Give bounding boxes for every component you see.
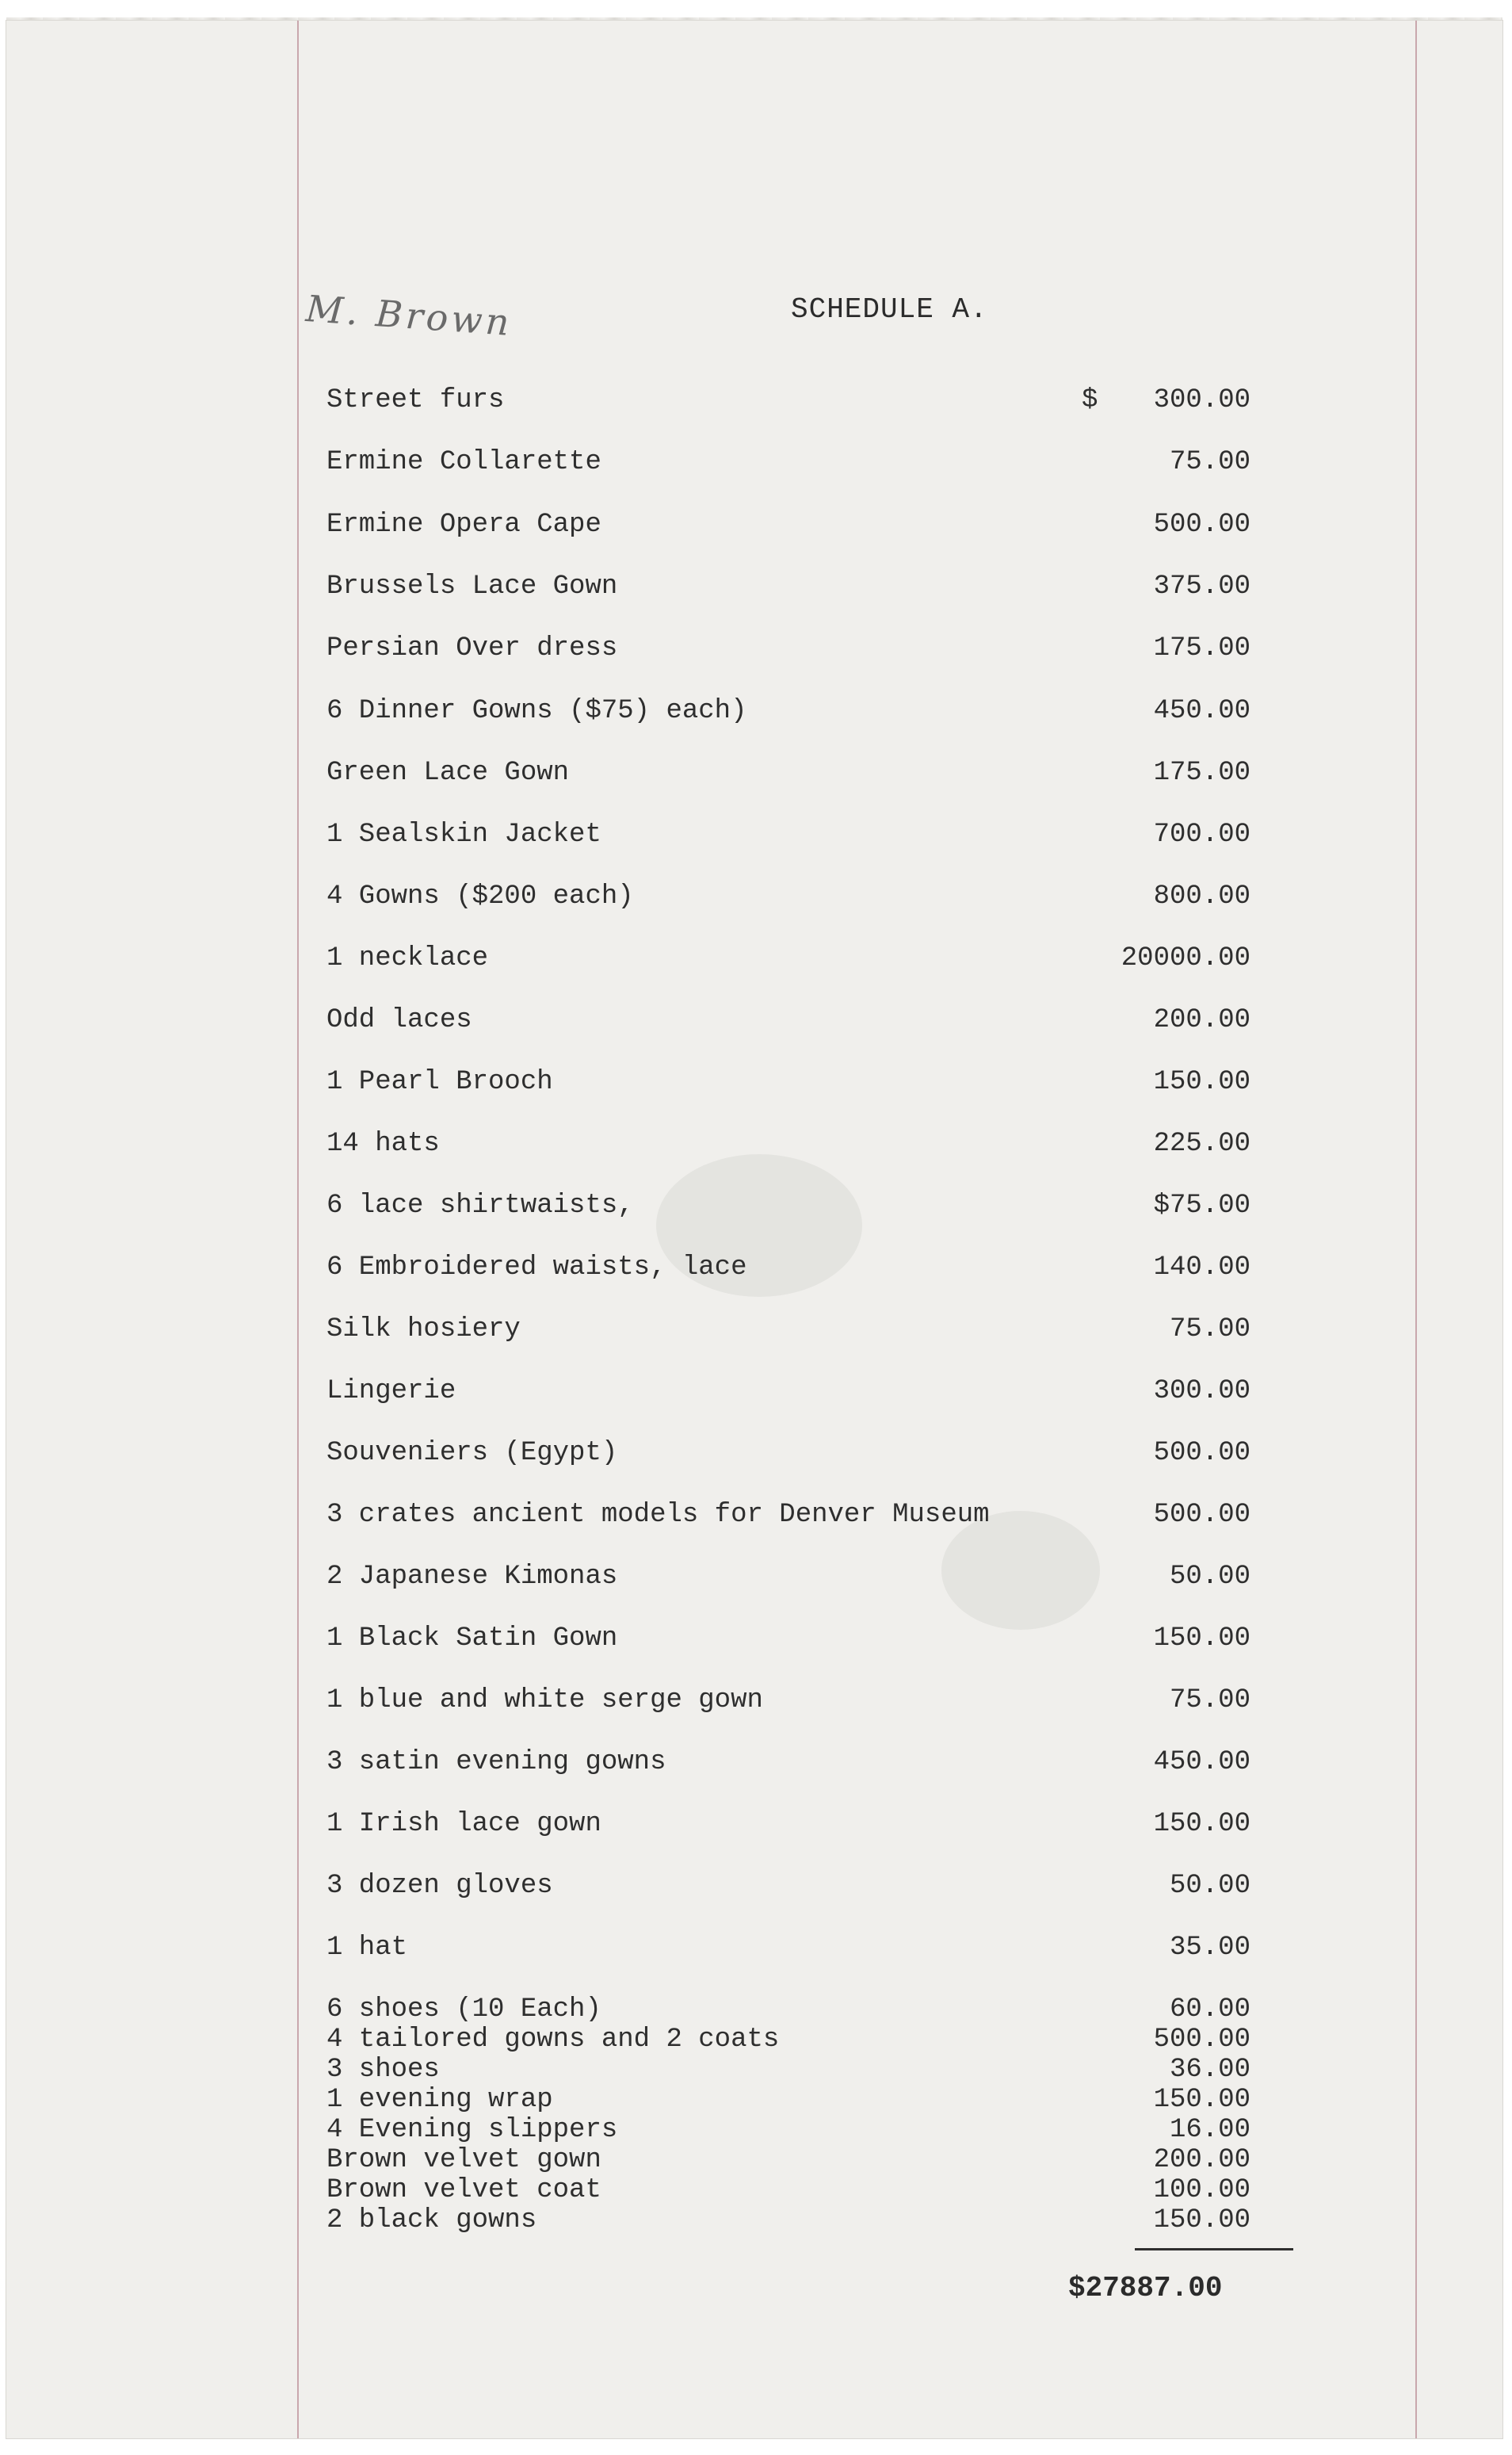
- compact-item-description: 2 black gowns: [326, 2205, 537, 2235]
- item-amount: 75.00: [1169, 447, 1250, 477]
- item-description: 1 Sealskin Jacket: [326, 820, 601, 850]
- grand-total: $27887.00: [1068, 2272, 1223, 2304]
- handwritten-name: M. Brown: [304, 287, 514, 345]
- item-description: 6 Embroidered waists, lace: [326, 1252, 747, 1283]
- item-description: 1 hat: [326, 1933, 408, 1963]
- item-description: 1 Black Satin Gown: [326, 1623, 618, 1654]
- item-amount: 75.00: [1169, 1314, 1250, 1344]
- item-amount: 175.00: [1153, 758, 1250, 788]
- item-amount: 50.00: [1169, 1871, 1250, 1901]
- item-amount: 500.00: [1153, 1438, 1250, 1468]
- item-amount: 500.00: [1153, 510, 1250, 540]
- item-description: 1 Irish lace gown: [326, 1809, 601, 1839]
- compact-item-description: Brown velvet gown: [326, 2145, 601, 2175]
- item-amount: 300.00: [1153, 1376, 1250, 1406]
- item-amount: 800.00: [1153, 881, 1250, 912]
- compact-item-amount: 60.00: [1169, 1994, 1250, 2025]
- compact-item-amount: 36.00: [1169, 2055, 1250, 2085]
- item-amount: 700.00: [1153, 820, 1250, 850]
- item-amount: 175.00: [1153, 633, 1250, 663]
- document-title: SCHEDULE A.: [791, 293, 988, 326]
- item-description: Street furs: [326, 385, 505, 415]
- item-description: Ermine Collarette: [326, 447, 601, 477]
- item-amount: 140.00: [1153, 1252, 1250, 1283]
- item-amount: 50.00: [1169, 1562, 1250, 1592]
- item-description: 3 satin evening gowns: [326, 1747, 666, 1777]
- item-amount: 20000.00: [1121, 943, 1250, 973]
- item-description: 3 dozen gloves: [326, 1871, 553, 1901]
- item-amount: 450.00: [1153, 696, 1250, 726]
- compact-item-description: 4 tailored gowns and 2 coats: [326, 2025, 780, 2055]
- compact-item-description: 3 shoes: [326, 2055, 440, 2085]
- item-description: Odd laces: [326, 1005, 472, 1035]
- paper-sheet: [6, 21, 1502, 2438]
- compact-item-amount: 16.00: [1169, 2115, 1250, 2145]
- compact-item-amount: 200.00: [1153, 2145, 1250, 2175]
- item-description: Lingerie: [326, 1376, 456, 1406]
- item-description: 1 blue and white serge gown: [326, 1685, 763, 1715]
- item-description: 3 crates ancient models for Denver Museum: [326, 1500, 990, 1530]
- item-description: Persian Over dress: [326, 633, 618, 663]
- compact-item-description: 4 Evening slippers: [326, 2115, 618, 2145]
- total-underline: [1135, 2248, 1293, 2250]
- item-description: 6 Dinner Gowns ($75) each): [326, 696, 747, 726]
- item-amount: 150.00: [1153, 1623, 1250, 1654]
- item-amount: 225.00: [1153, 1129, 1250, 1159]
- item-amount: 375.00: [1153, 572, 1250, 602]
- item-amount: 300.00: [1153, 385, 1250, 415]
- compact-item-amount: 150.00: [1153, 2085, 1250, 2115]
- left-margin-rule: [297, 21, 299, 2438]
- item-description: Brussels Lace Gown: [326, 572, 618, 602]
- item-amount: 500.00: [1153, 1500, 1250, 1530]
- right-margin-rule: [1415, 21, 1417, 2438]
- compact-item-description: 6 shoes (10 Each): [326, 1994, 601, 2025]
- compact-item-amount: 500.00: [1153, 2025, 1250, 2055]
- compact-item-amount: 100.00: [1153, 2175, 1250, 2205]
- item-description: 1 necklace: [326, 943, 489, 973]
- item-description: Ermine Opera Cape: [326, 510, 601, 540]
- item-amount: $75.00: [1153, 1191, 1250, 1221]
- item-amount: 35.00: [1169, 1933, 1250, 1963]
- item-amount: 150.00: [1153, 1067, 1250, 1097]
- item-amount: 200.00: [1153, 1005, 1250, 1035]
- dollar-sign: $: [1082, 385, 1098, 415]
- item-description: 1 Pearl Brooch: [326, 1067, 553, 1097]
- item-amount: 450.00: [1153, 1747, 1250, 1777]
- compact-item-description: 1 evening wrap: [326, 2085, 553, 2115]
- item-description: Souveniers (Egypt): [326, 1438, 618, 1468]
- item-description: Green Lace Gown: [326, 758, 570, 788]
- compact-item-description: Brown velvet coat: [326, 2175, 601, 2205]
- compact-item-amount: 150.00: [1153, 2205, 1250, 2235]
- item-description: 2 Japanese Kimonas: [326, 1562, 618, 1592]
- item-amount: 75.00: [1169, 1685, 1250, 1715]
- item-description: 6 lace shirtwaists,: [326, 1191, 634, 1221]
- item-description: Silk hosiery: [326, 1314, 521, 1344]
- item-description: 14 hats: [326, 1129, 440, 1159]
- item-amount: 150.00: [1153, 1809, 1250, 1839]
- item-description: 4 Gowns ($200 each): [326, 881, 634, 912]
